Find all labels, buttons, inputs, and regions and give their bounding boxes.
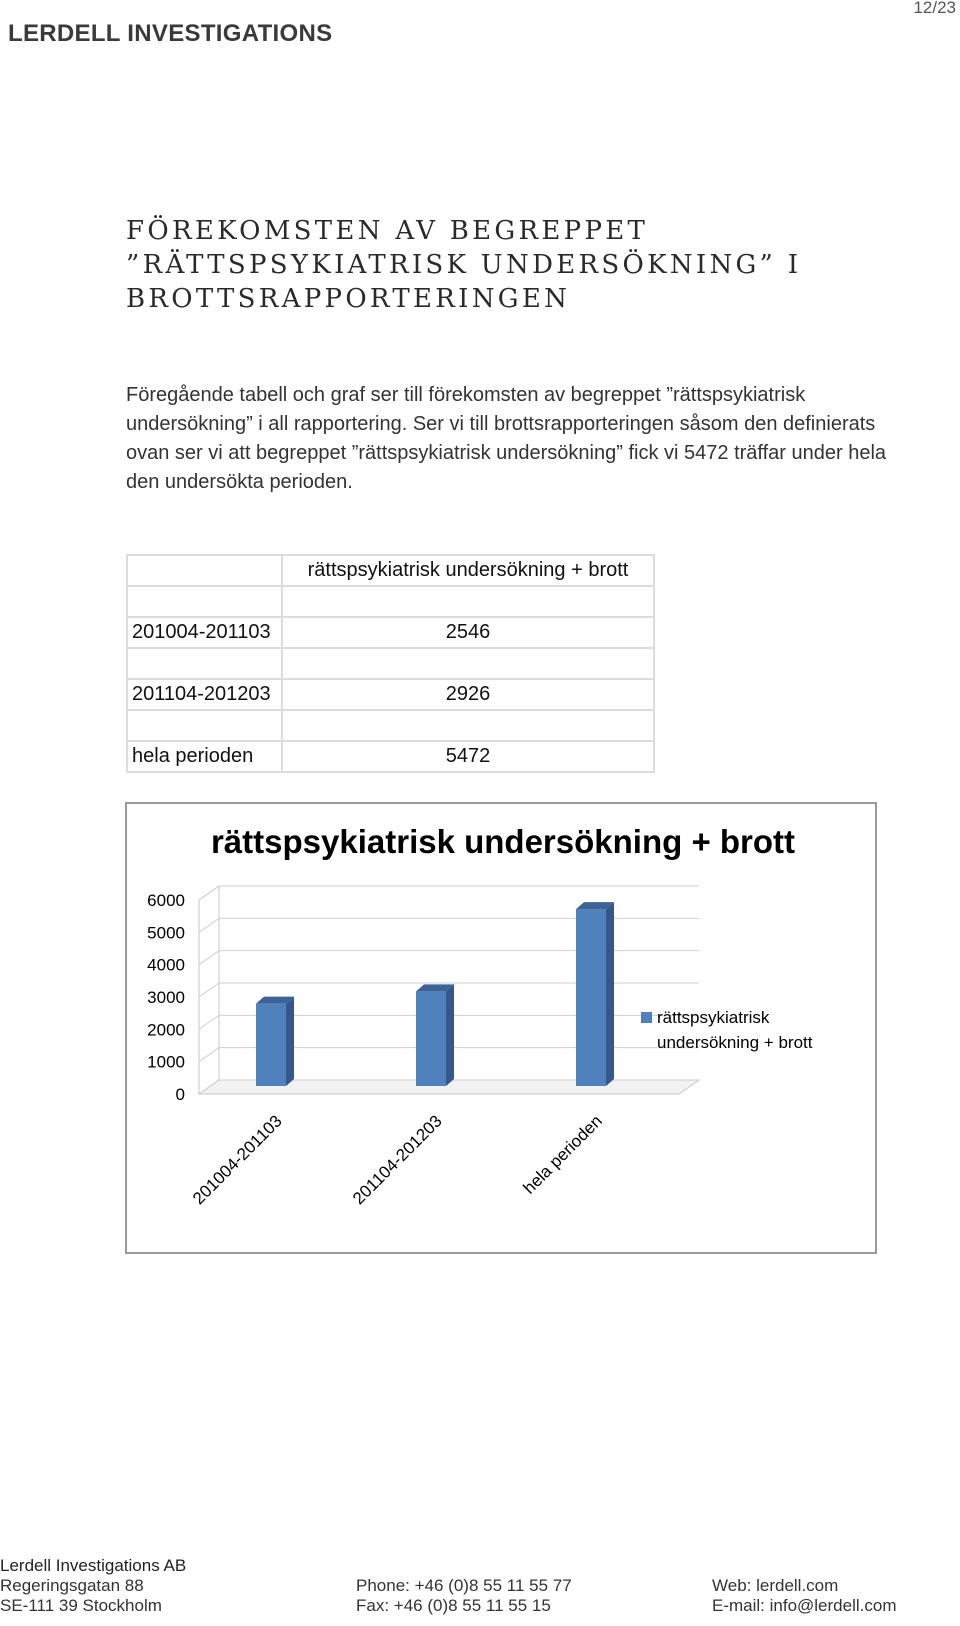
bar-side <box>446 984 454 1086</box>
paragraph-line-3: ovan ser vi att begreppet ”rättspsykiatrisk undersökning” fick vi 5472 träffar under hela <box>126 442 887 464</box>
table-row <box>127 679 654 710</box>
footer-web: Web: lerdell.com <box>712 1576 839 1595</box>
bar-front <box>576 909 606 1086</box>
x-category-label: 201004-201103 <box>189 1111 286 1209</box>
x-category-label: 201104-201203 <box>349 1111 446 1209</box>
y-tick-label: 6000 <box>147 891 185 910</box>
paragraph-line-1: Föregående tabell och graf ser till förekomsten av begreppet ”rättspsykiatrisk <box>126 384 806 406</box>
heading-line-2: ”RÄTTSPSYKIATRISK UNDERSÖKNING” I <box>126 250 802 280</box>
brand-logo-text: LERDELL INVESTIGATIONS <box>8 20 333 47</box>
y-tick-label: 4000 <box>147 955 185 975</box>
y-tick-label: 5000 <box>147 923 185 943</box>
table-column-header: rättspsykiatrisk undersökning + brott <box>282 555 654 586</box>
section-heading <box>126 214 846 316</box>
row-label: 201004-201103 <box>127 617 282 648</box>
footer-phone: Phone: +46 (0)8 55 11 55 77 <box>356 1576 572 1595</box>
legend-swatch <box>641 1012 652 1023</box>
bar-side <box>286 997 294 1086</box>
row-label: hela perioden <box>127 741 282 772</box>
bar-side <box>606 902 614 1086</box>
footer-city: SE-111 39 Stockholm <box>0 1596 162 1615</box>
x-category-label: hela perioden <box>519 1111 606 1198</box>
y-tick-label: 2000 <box>147 1020 185 1040</box>
body-paragraph <box>126 381 960 497</box>
bar-front <box>256 1004 286 1086</box>
y-tick-label: 1000 <box>147 1052 185 1072</box>
table-row <box>127 741 654 772</box>
footer-address <box>0 1576 162 1616</box>
table-spacer-row <box>127 710 654 741</box>
heading-line-1: FÖREKOMSTEN AV BEGREPPET <box>126 216 649 246</box>
legend-label-line-2: undersökning + brott <box>657 1033 813 1052</box>
chart-title: rättspsykiatrisk undersökning + brott <box>210 823 796 860</box>
footer-email: E-mail: info@lerdell.com <box>712 1596 897 1615</box>
heading-line-3: BROTTSRAPPORTERINGEN <box>126 284 571 314</box>
row-value: 2926 <box>282 679 654 710</box>
footer-company: Lerdell Investigations AB <box>0 1556 187 1575</box>
bar-front <box>416 991 446 1086</box>
table-spacer-row <box>127 648 654 679</box>
table-corner-cell <box>127 555 282 586</box>
chart-canvas <box>127 804 879 1256</box>
legend-label-line-1: rättspsykiatrisk <box>657 1008 770 1027</box>
paragraph-line-2: undersökning” i all rapportering. Ser vi till brottsrapporteringen såsom den definierats <box>126 413 876 435</box>
row-value: 5472 <box>282 741 654 772</box>
table-spacer-row <box>127 586 654 617</box>
y-tick-label: 0 <box>175 1085 185 1104</box>
paragraph-line-4: den undersökta perioden. <box>126 471 353 493</box>
page-number: 12/23 <box>913 0 956 17</box>
footer-phone-block <box>356 1576 572 1616</box>
row-label: 201104-201203 <box>127 679 282 710</box>
data-table <box>126 554 655 773</box>
table-header-row <box>127 555 654 586</box>
y-tick-label: 3000 <box>147 988 185 1007</box>
bar-chart <box>125 802 877 1254</box>
row-value: 2546 <box>282 617 654 648</box>
footer-street: Regeringsgatan 88 <box>0 1576 144 1595</box>
footer-web-block <box>712 1576 896 1616</box>
table-row <box>127 617 654 648</box>
footer-fax: Fax: +46 (0)8 55 11 55 15 <box>356 1596 551 1615</box>
